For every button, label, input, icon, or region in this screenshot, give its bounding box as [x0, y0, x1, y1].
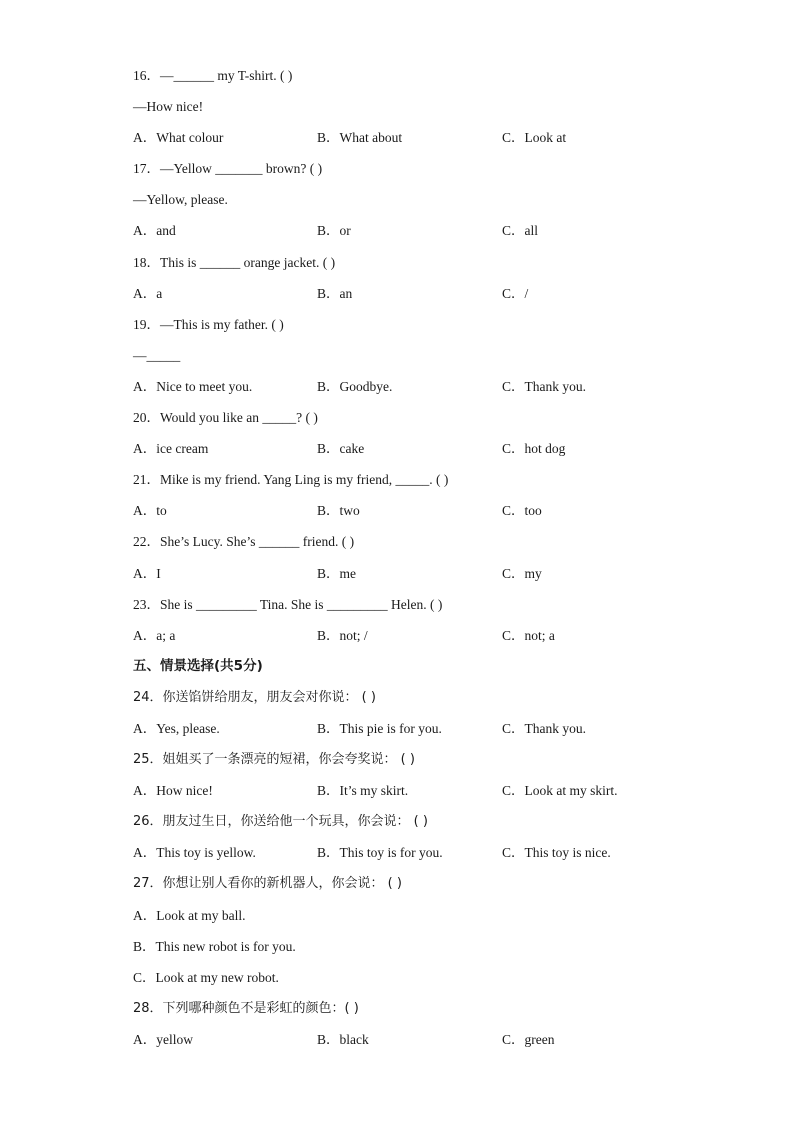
option-b[interactable]: B．This new robot is for you. — [133, 938, 296, 954]
options-row — [133, 620, 733, 651]
option-c[interactable]: C．hot dog — [502, 441, 566, 457]
option-b[interactable]: B．an — [317, 285, 353, 301]
option-c[interactable]: C．too — [502, 503, 542, 519]
option-c[interactable]: C．This toy is nice. — [502, 845, 611, 861]
option-a[interactable]: A．to — [133, 503, 167, 519]
worksheet-page — [133, 60, 733, 1055]
options-row — [133, 215, 733, 246]
question-stem: 17．—Yellow _______ brown? ( ) — [133, 161, 323, 177]
option-b[interactable]: B．black — [317, 1031, 369, 1047]
option-a[interactable]: A．What colour — [133, 130, 224, 146]
options-row — [133, 495, 733, 526]
section-title: 五、情景选择(共5分) — [133, 657, 263, 674]
option-c[interactable]: C．green — [502, 1031, 555, 1047]
options-row — [133, 278, 733, 309]
option-a[interactable]: A．Yes, please. — [133, 720, 220, 736]
options-row — [133, 713, 733, 744]
options-row — [133, 558, 733, 589]
option-b[interactable]: B．not; / — [317, 627, 368, 643]
option-a[interactable]: A．yellow — [133, 1031, 193, 1047]
option-c[interactable]: C．my — [502, 565, 542, 581]
option-a[interactable]: A．I — [133, 565, 161, 581]
options-row — [133, 433, 733, 464]
option-b[interactable]: B．cake — [317, 441, 365, 457]
question-follow: —_____ — [133, 347, 181, 363]
options-row — [133, 371, 733, 402]
option-c[interactable]: C．all — [502, 223, 538, 239]
option-c[interactable]: C．Look at — [502, 130, 567, 146]
option-a[interactable]: A．Nice to meet you. — [133, 378, 253, 394]
question-stem: 21．Mike is my friend. Yang Ling is my friend, _____. ( ) — [133, 472, 449, 488]
question-stem: 18．This is ______ orange jacket. ( ) — [133, 254, 336, 270]
option-a[interactable]: A．and — [133, 223, 176, 239]
question-follow: —Yellow, please. — [133, 192, 228, 208]
options-row — [133, 122, 733, 153]
question-stem: 22．She’s Lucy. She’s ______ friend. ( ) — [133, 534, 355, 550]
option-c[interactable]: C．not; a — [502, 627, 555, 643]
option-a[interactable]: A．Look at my ball. — [133, 907, 246, 923]
question-stem: 25．姐姐买了一条漂亮的短裙，你会夸奖说： ( ) — [133, 752, 415, 768]
option-a[interactable]: A．a; a — [133, 627, 176, 643]
option-b[interactable]: B．Goodbye. — [317, 378, 393, 394]
option-c[interactable]: C．/ — [502, 285, 529, 301]
question-stem: 23．She is _________ Tina. She is _________ Helen. ( ) — [133, 596, 443, 612]
question-stem: 16．—______ my T-shirt. ( ) — [133, 68, 293, 83]
option-a[interactable]: A．a — [133, 285, 163, 301]
question-stem: 27．你想让别人看你的新机器人，你会说： ( ) — [133, 876, 402, 892]
question-stem: 19．—This is my father. ( ) — [133, 316, 284, 332]
option-b[interactable]: B．What about — [317, 130, 403, 146]
option-a[interactable]: A．This toy is yellow. — [133, 845, 256, 861]
options-row — [133, 775, 733, 806]
question-stem: 26．朋友过生日，你送给他一个玩具，你会说： ( ) — [133, 814, 428, 830]
options-row — [133, 837, 733, 868]
option-b[interactable]: B．or — [317, 223, 351, 239]
option-b[interactable]: B．This toy is for you. — [317, 845, 443, 861]
question-follow: —How nice! — [133, 99, 204, 115]
option-b[interactable]: B．It’s my skirt. — [317, 783, 409, 799]
option-c[interactable]: C．Thank you. — [502, 720, 586, 736]
option-a[interactable]: A．How nice! — [133, 783, 213, 799]
option-a[interactable]: A．ice cream — [133, 441, 209, 457]
option-b[interactable]: B．two — [317, 503, 360, 519]
question-stem: 24．你送馅饼给朋友，朋友会对你说： ( ) — [133, 689, 376, 705]
question-stem: 28．下列哪种颜色不是彩虹的颜色：( ) — [133, 1000, 359, 1016]
options-row — [133, 1024, 733, 1055]
option-c[interactable]: C．Look at my skirt. — [502, 783, 618, 799]
option-c[interactable]: C．Thank you. — [502, 378, 586, 394]
option-b[interactable]: B．This pie is for you. — [317, 720, 442, 736]
option-b[interactable]: B．me — [317, 565, 356, 581]
option-c[interactable]: C．Look at my new robot. — [133, 969, 279, 985]
question-stem: 20．Would you like an _____? ( ) — [133, 410, 318, 426]
